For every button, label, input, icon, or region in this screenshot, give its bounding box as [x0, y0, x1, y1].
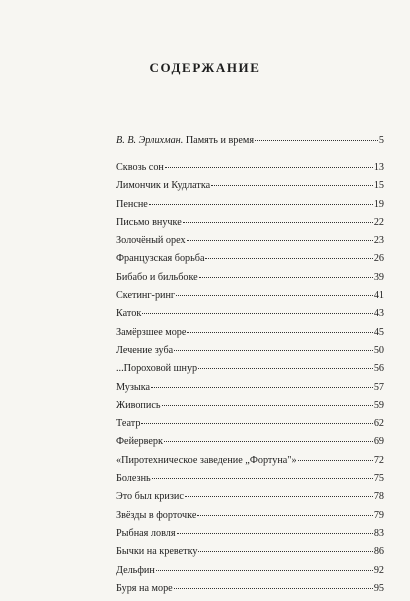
dot-leader	[176, 294, 373, 296]
dot-leader	[199, 276, 373, 278]
toc-entry-page: 23	[373, 235, 384, 247]
toc-entry	[116, 510, 384, 528]
toc-entry	[116, 272, 384, 290]
dot-leader	[162, 404, 373, 406]
toc-entry-title	[116, 135, 254, 146]
toc-entry-title: Театр	[116, 418, 141, 430]
toc-entry-page: 45	[373, 326, 384, 338]
toc-entry-page: 50	[373, 344, 384, 356]
dot-leader	[165, 166, 373, 168]
dot-leader	[255, 139, 378, 141]
toc-entry	[116, 473, 384, 491]
dot-leader	[298, 459, 373, 461]
toc-entry	[116, 363, 384, 381]
toc-entry-title: Звёзды в форточке	[116, 509, 197, 521]
dot-leader	[187, 331, 372, 333]
toc-entry-title: Болезнь	[116, 473, 151, 485]
dot-leader	[152, 477, 373, 479]
toc-entry-title: Рыбная ловля	[116, 527, 176, 539]
toc-entry	[116, 345, 384, 363]
toc-entry-title: Это был кризис	[116, 491, 184, 503]
toc-entry-page: 43	[373, 308, 384, 320]
toc-intro	[116, 135, 384, 153]
toc-entry	[116, 327, 384, 345]
toc-entry	[116, 565, 384, 583]
toc-entry	[116, 199, 384, 217]
toc-entry-page: 15	[373, 180, 384, 192]
toc-entry-page: 22	[373, 216, 384, 228]
toc-entry-page: 69	[373, 436, 384, 448]
toc-entry-page: 78	[373, 491, 384, 503]
toc-entry	[116, 528, 384, 546]
dot-leader	[185, 495, 373, 497]
toc-entry	[116, 217, 384, 235]
toc-entry-page: 62	[373, 418, 384, 430]
dot-leader	[174, 349, 373, 351]
toc-entry	[116, 162, 384, 180]
toc-entry-title: Лечение зуба	[116, 344, 174, 356]
dot-leader	[174, 587, 373, 589]
toc-entry	[116, 253, 384, 271]
toc-entry	[116, 546, 384, 564]
dot-leader	[198, 550, 372, 552]
dot-leader	[151, 386, 373, 388]
toc-entry-title: Бычки на креветку	[116, 546, 198, 558]
toc-entry-page: 41	[373, 290, 384, 302]
toc-entry-title: Сквозь сон	[116, 162, 164, 173]
dot-leader	[149, 203, 373, 205]
toc-entry-title-text: Память и время	[183, 135, 255, 146]
toc-entry-title: Фейерверк	[116, 436, 163, 448]
toc-entry-title: ...Пороховой шнур	[116, 363, 198, 375]
dot-leader	[205, 257, 372, 259]
dot-leader	[187, 239, 373, 241]
toc-entry-page: 83	[373, 527, 384, 539]
toc-entry	[116, 308, 384, 326]
toc-entry-title: Буря на море	[116, 582, 173, 594]
toc-entry-title: «Пиротехническое заведение „Фортуна"»	[116, 454, 297, 466]
toc-entry	[116, 418, 384, 436]
dot-leader	[177, 532, 373, 534]
toc-entry	[116, 382, 384, 400]
toc-entry-page: 57	[373, 381, 384, 393]
toc-entry	[116, 180, 384, 198]
toc-entry-page: 79	[373, 509, 384, 521]
toc-entry-title: Бибабо и бильбоке	[116, 271, 198, 283]
page-title: СОДЕРЖАНИЕ	[149, 60, 261, 75]
toc-entry-title: Живопись	[116, 399, 161, 411]
dot-leader	[198, 367, 373, 369]
toc-entry-title: Дельфин	[116, 564, 155, 576]
toc-entry-title: Музыка	[116, 381, 151, 393]
toc-entry-page: 19	[373, 198, 384, 210]
toc-entry-title: Золочёный орех	[116, 235, 186, 247]
toc-entry-page: 5	[378, 135, 384, 146]
dot-leader	[164, 440, 373, 442]
toc-entry-title: Пенсне	[116, 198, 148, 210]
toc-entry-page: 39	[373, 271, 384, 283]
toc-entry-page: 86	[373, 546, 384, 558]
toc-entry-page: 13	[373, 162, 384, 173]
dot-leader	[141, 422, 372, 424]
toc-entry-page: 59	[373, 399, 384, 411]
toc-entry-title: Французская борьба	[116, 253, 205, 265]
toc-entry-page: 95	[373, 582, 384, 594]
dot-leader	[156, 569, 373, 571]
toc-entry	[116, 491, 384, 509]
toc-entry-page: 72	[373, 454, 384, 466]
dot-leader	[183, 221, 373, 223]
dot-leader	[211, 184, 373, 186]
toc-entry-page: 92	[373, 564, 384, 576]
toc-entry-title: Лимончик и Кудлатка	[116, 180, 211, 192]
toc-list	[116, 162, 384, 601]
dot-leader	[142, 312, 373, 314]
toc-entry	[116, 400, 384, 418]
toc-entry	[116, 135, 384, 153]
toc-entry-title: Замёрзшее море	[116, 326, 187, 338]
toc-entry-author: В. В. Эрлихман.	[116, 135, 184, 146]
toc-entry	[116, 290, 384, 308]
toc-entry-title: Письмо внучке	[116, 216, 182, 228]
toc-entry	[116, 455, 384, 473]
toc-entry-page: 75	[373, 473, 384, 485]
toc-entry-page: 26	[373, 253, 384, 265]
toc-entry-title: Каток	[116, 308, 142, 320]
toc-entry	[116, 436, 384, 454]
toc-entry-page: 56	[373, 363, 384, 375]
toc-entry-title: Скетинг-ринг	[116, 290, 176, 302]
toc-entry	[116, 235, 384, 253]
toc-entry	[116, 583, 384, 601]
dot-leader	[197, 514, 372, 516]
